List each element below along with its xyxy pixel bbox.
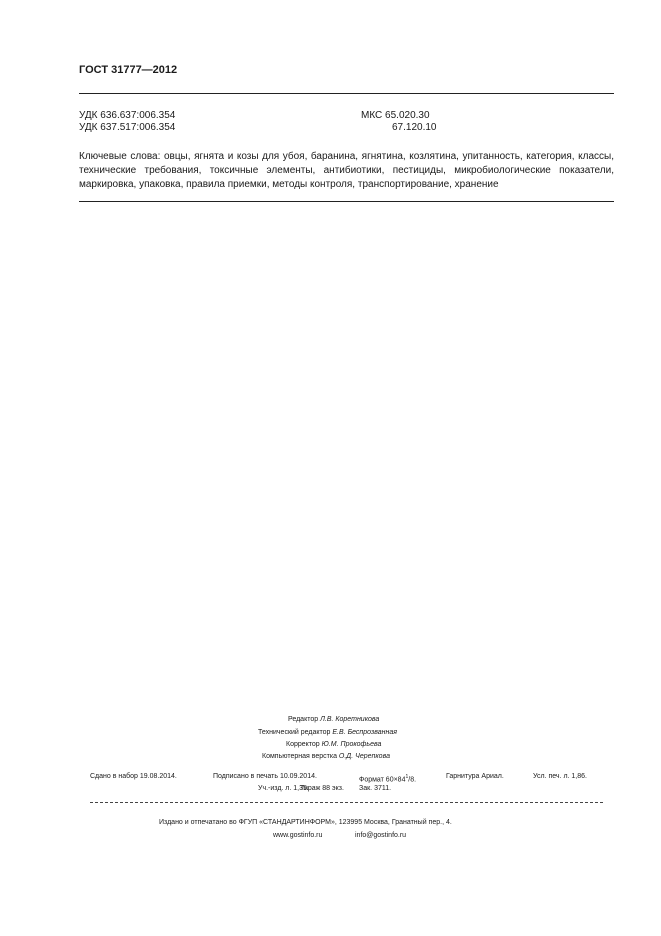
credit-editor <box>288 714 379 725</box>
top-rule <box>79 93 614 94</box>
publisher-website-link[interactable]: www.gostinfo.ru <box>273 832 323 839</box>
imprint-format: Формат $60\times 84^1/8$. <box>359 774 417 784</box>
keywords-bottom-rule <box>79 201 614 202</box>
credit-tech-editor <box>258 727 397 738</box>
mks-code-2: 67.120.10 <box>392 122 437 133</box>
imprint-order: Зак. 3711. <box>359 785 392 792</box>
keywords-paragraph: Ключевые слова: овцы, ягнята и козы для убоя, баранина, ягнятина, козлятина, упитанность, категория, классы, технические требования, токсичные элементы, антибиотики, пестициды, микробиологические показатели, маркировка, упаковка, правила приемки, методы контроля, транспортирование, хранение <box>79 151 614 190</box>
credit-role: Компьютерная верстка <box>262 753 337 760</box>
imprint-dashed-rule <box>90 802 603 803</box>
credit-name: Е.В. Беспрозванная <box>332 729 397 736</box>
format-fraction-numerator: 1 <box>405 774 409 780</box>
document-code: ГОСТ 31777—2012 <box>79 64 178 76</box>
format-text: Формат 60×84 <box>359 776 406 784</box>
publisher-line: Издано и отпечатано во ФГУП «СТАНДАРТИНФОРМ», 123995 Москва, Гранатный пер., 4. <box>159 819 452 826</box>
credit-role: Технический редактор <box>258 729 331 736</box>
credit-name: Ю.М. Прокофьева <box>321 741 382 748</box>
imprint-print-sheets: Усл. печ. л. 1,86. <box>533 773 587 780</box>
imprint-circulation: Тираж 88 экз. <box>300 785 344 792</box>
mks-code-1: МКС 65.020.30 <box>361 110 430 121</box>
imprint-submitted: Сдано в набор 19.08.2014. <box>90 773 177 780</box>
format-fraction-denominator: 8 <box>410 776 415 784</box>
credit-name: Л.В. Коретникова <box>320 716 380 723</box>
credit-role: Редактор <box>288 716 319 723</box>
credit-role: Корректор <box>286 741 320 748</box>
credit-corrector <box>286 739 381 750</box>
udk-code-2: УДК 637.517:006.354 <box>79 122 176 133</box>
credit-layout <box>262 751 390 762</box>
imprint-typeface: Гарнитура Ариал. <box>446 773 504 780</box>
udk-code-1: УДК 636.637:006.354 <box>79 110 176 121</box>
imprint-pub-sheets: Уч.-изд. л. 1,35. <box>258 785 309 792</box>
credit-name: О.Д. Черепкова <box>338 753 390 760</box>
imprint-signed: Подписано в печать 10.09.2014. <box>213 773 317 780</box>
publisher-email-link[interactable]: info@gostinfo.ru <box>355 832 407 839</box>
